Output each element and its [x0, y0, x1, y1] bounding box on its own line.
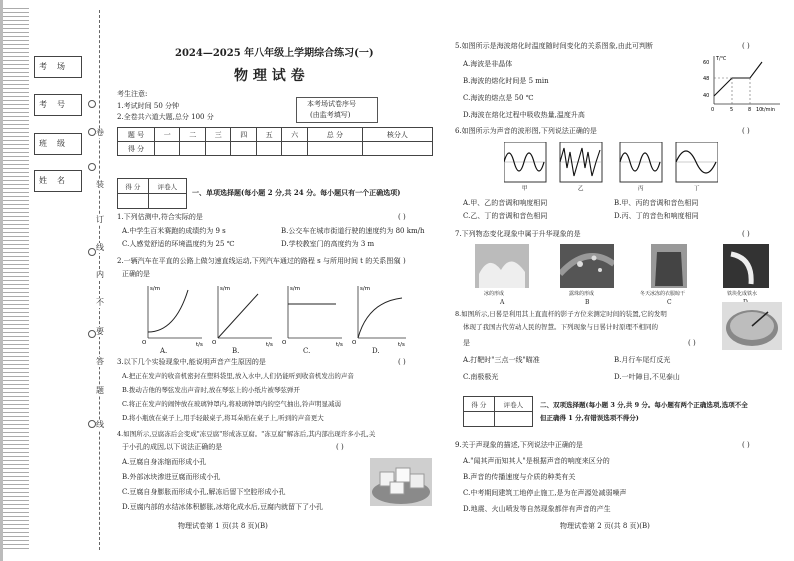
- q2-graphs: [140, 280, 410, 350]
- seal-circle: [88, 100, 96, 108]
- score-header-cell: 二: [180, 128, 205, 142]
- q2-label-b: B.: [232, 347, 240, 355]
- q2-origin: O: [142, 340, 147, 346]
- q7-label-a: A: [500, 299, 505, 306]
- score-header-cell: 题 号: [118, 128, 155, 142]
- q5-stem: 5.如图所示是海波熔化时温度随时间变化的关系图象,由此可判断: [455, 42, 653, 50]
- q7-image-b: [560, 244, 614, 288]
- score-cell[interactable]: [231, 142, 256, 156]
- q2-origin: O: [352, 340, 357, 346]
- score-box-cell[interactable]: [494, 412, 532, 427]
- q6-option-c: C.乙、丁的音调和音色相同: [463, 212, 548, 220]
- q1-answer-paren[interactable]: ( ): [398, 213, 406, 221]
- score-header-cell: 核分人: [362, 128, 432, 142]
- section1-title: 一、单项选择题(每小题 2 分,共 24 分。每小题只有一个正确选项): [192, 188, 401, 197]
- seal-char: 不: [96, 298, 104, 307]
- q2-origin: O: [282, 340, 287, 346]
- seat-hint: (由监考填写): [310, 111, 351, 119]
- q4-option-c: C.豆腐自身膨胀而形成小孔,解冻后留下空腔形成小孔: [122, 488, 286, 496]
- q2-label-a: A.: [160, 347, 168, 355]
- q2-axis-t: t/s: [398, 342, 405, 348]
- score-box-label: 得 分: [118, 179, 149, 194]
- score-cell[interactable]: [205, 142, 230, 156]
- score-cell[interactable]: [256, 142, 281, 156]
- score-header-cell: 六: [282, 128, 307, 142]
- score-header-cell: 五: [256, 128, 281, 142]
- seal-char: 答: [96, 357, 104, 366]
- subject-title: 物 理 试 卷: [234, 68, 305, 84]
- seal-circle: [88, 128, 96, 136]
- q6-wave-ding: [676, 142, 718, 182]
- q5-tick-y: 60: [703, 60, 710, 66]
- seal-char: 装: [96, 180, 104, 189]
- q6-label: 丙: [638, 186, 644, 192]
- score-cell[interactable]: [362, 142, 432, 156]
- q2-label-c: C.: [303, 347, 311, 355]
- seal-circle: [88, 163, 96, 171]
- seal-char: 要: [96, 327, 104, 336]
- q7-stem: 7.下列物态变化现象中属于升华现象的是: [455, 230, 581, 238]
- q2-axis-t: t/s: [196, 342, 203, 348]
- q7-image-a: [475, 244, 529, 288]
- q4-option-a: A.豆腐自身冻缩而形成小孔: [122, 458, 207, 466]
- section2-title-2: 但正确得 1 分,有错误选项不得分): [540, 414, 639, 422]
- score-header-cell: 三: [205, 128, 230, 142]
- seal-circle: [88, 248, 96, 256]
- seat-label: 本考场试卷序号: [307, 100, 356, 108]
- notice-2: 2.全卷共六道大题,总分 100 分: [117, 113, 214, 121]
- q5-option-d: D.海波在熔化过程中吸收热量,温度升高: [463, 111, 585, 119]
- q6-wave-yi: [560, 142, 602, 182]
- q6-label: 甲: [522, 186, 528, 192]
- q4-option-d: D.豆腐内部的水结冰体积膨胀,冰熔化成水后,豆腐内就留下了小孔: [122, 503, 324, 511]
- q1-option-c: C.人感觉舒适的环境温度约为 25 ℃: [122, 240, 235, 248]
- q8-option-d: D.一叶障目,不见泰山: [614, 373, 680, 381]
- q6-option-b: B.甲、丙的音调和音色相同: [614, 199, 699, 207]
- seal-char: 订: [96, 215, 104, 224]
- q5-tick-x: 8: [748, 107, 752, 112]
- q5-tick-x: 0: [711, 107, 715, 112]
- q2-axis-s: s/m: [220, 286, 231, 292]
- q9-option-c: C.中考期间建筑工地停止施工,是为在声源处减弱噪声: [463, 489, 627, 497]
- q2-graph-b: [212, 286, 273, 348]
- q5-answer-paren[interactable]: ( ): [742, 42, 750, 50]
- info-label-class: 班级: [39, 139, 75, 148]
- score-box-label: 得 分: [464, 397, 495, 412]
- seal-char: 内: [96, 270, 104, 279]
- q3-option-c: C.将正在发声的闹钟放在玻璃钟罩内,将玻璃钟罩内的空气抽出,铃声明显减弱: [122, 400, 341, 408]
- q2-graph-c: [282, 286, 343, 348]
- q9-option-a: A."闻其声而知其人"是根据声音的响度来区分的: [463, 457, 610, 465]
- q5-tick-y: 48: [703, 76, 710, 82]
- score-box-label: 评卷人: [148, 179, 186, 194]
- score-cell[interactable]: [155, 142, 180, 156]
- q3-option-b: B.拨动吉他的琴弦发出声音时,放在琴弦上的小纸片被琴弦弹开: [122, 386, 300, 394]
- score-box-cell[interactable]: [464, 412, 495, 427]
- q3-answer-paren[interactable]: ( ): [398, 358, 406, 366]
- q2-answer-paren[interactable]: ( ): [398, 257, 406, 265]
- q6-wave-jia: [504, 142, 546, 182]
- q4-stem: 4.如图所示,豆腐冻后会变成"冻豆腐"形成冻豆腐。"冻豆腐"解冻后,其内部出现许多小孔,关: [117, 430, 376, 438]
- q2-axis-s: s/m: [150, 286, 161, 292]
- seal-char: 线: [96, 243, 104, 252]
- score-cell[interactable]: [180, 142, 205, 156]
- q6-option-d: D.丙、丁的音色和响度相同: [614, 212, 699, 220]
- sundial-image: [722, 302, 782, 350]
- q2-graph-d: [352, 286, 406, 348]
- info-label-exam-room: 考场: [39, 62, 75, 71]
- q7-label-b: B: [585, 299, 590, 306]
- score-header-cell: 四: [231, 128, 256, 142]
- q8-stem-2: 体现了我国古代劳动人民的智慧。下列现象与日晷计时原理不相同的: [463, 323, 658, 331]
- q6-waveforms: [504, 142, 718, 192]
- q6-label: 丁: [694, 186, 700, 192]
- q7-label-c: C: [667, 299, 672, 306]
- q8-option-c: C.南极极光: [463, 373, 499, 381]
- q1-stem: 1.下列估测中,符合实际的是: [117, 213, 203, 221]
- section2-title: 二、双项选择题(每小题 3 分,共 9 分。每小题有两个正确选项,选项不全: [540, 401, 748, 409]
- exam-title: 2024—2025 年八年级上学期综合练习(一): [175, 48, 374, 59]
- q6-wave-bing: [620, 142, 662, 182]
- seal-char: 卷: [96, 128, 104, 137]
- score-header-cell: 一: [155, 128, 180, 142]
- q2-axis-s: s/m: [290, 286, 301, 292]
- q6-label: 乙: [578, 186, 584, 192]
- score-box-label: 评卷人: [494, 397, 532, 412]
- q1-option-a: A.中学生百米赛跑的成绩约为 9 s: [122, 227, 226, 235]
- q2-label-d: D.: [372, 347, 380, 355]
- score-cell[interactable]: [307, 142, 362, 156]
- seal-char: 线: [96, 420, 104, 429]
- q3-option-d: D.将小瓶放在桌子上,用手轻敲桌子,将耳朵贴在桌子上,听到的声音更大: [122, 414, 324, 422]
- binding-stripe: [3, 6, 29, 552]
- q7-image-c: [651, 244, 687, 288]
- q3-option-a: A.把正在发声的收音机密封在塑料袋里,放入水中,人们仍能听到收音机发出的声音: [122, 372, 354, 380]
- q4-option-b: B.外部冰块渗进豆腐而形成小孔: [122, 473, 221, 481]
- section2-score-box: [463, 396, 533, 427]
- q7-image-d: [723, 244, 769, 288]
- q2-axis-t: t/s: [266, 342, 273, 348]
- q1-option-d: D.学校教室门的高度约为 3 m: [281, 240, 375, 248]
- q5-option-b: B.海波的熔化时间是 5 min: [463, 77, 549, 85]
- footer-left: 物理试卷第 1 页(共 8 页)(B): [178, 522, 268, 530]
- q5-option-c: C.海波的熔点是 50 ℃: [463, 94, 534, 102]
- q7-answer-paren[interactable]: ( ): [742, 230, 750, 238]
- q9-answer-paren[interactable]: ( ): [742, 441, 750, 449]
- q8-answer-paren[interactable]: ( ): [688, 339, 696, 347]
- score-box-cell[interactable]: [148, 194, 186, 209]
- seal-char: 题: [96, 386, 104, 395]
- q8-stem-3: 是: [463, 339, 470, 347]
- score-header-cell: 总 分: [307, 128, 362, 142]
- q6-option-a: A.甲、乙的音调和响度相同: [463, 199, 548, 207]
- q7-caption-d: 铁块化成铁水: [727, 291, 758, 297]
- q5-option-a: A.海波是非晶体: [463, 60, 513, 68]
- q2-origin: O: [212, 340, 217, 346]
- q9-option-d: D.地震、火山喷发等自然现象都伴有声音的产生: [463, 505, 611, 513]
- q7-caption-c: 冬天冰冻的衣服晾干: [640, 291, 686, 297]
- info-label-exam-number: 考号: [39, 100, 75, 109]
- score-box-cell[interactable]: [118, 194, 149, 209]
- q4-stem-2: 于小孔的成因,以下说法正确的是: [122, 443, 223, 451]
- seal-line: [99, 10, 100, 550]
- q1-option-b: B.公交车在城市街道行驶的速度约为 80 km/h: [281, 227, 425, 235]
- q5-melting-graph: [700, 54, 784, 112]
- q5-axis-x: t/min: [762, 107, 776, 112]
- q9-stem: 9.关于声现象的描述,下列说法中正确的是: [455, 441, 583, 449]
- notice-1: 1.考试时间 50 分钟: [117, 102, 180, 110]
- q5-tick-x: 5: [730, 107, 734, 112]
- q3-stem: 3.以下几个实验现象中,能说明声音产生原因的是: [117, 358, 266, 366]
- score-table: [117, 127, 433, 156]
- footer-right: 物理试卷第 2 页(共 8 页)(B): [560, 522, 650, 530]
- q5-tick-y: 40: [703, 93, 710, 99]
- q2-stem-2: 正确的是: [122, 270, 150, 278]
- q2-stem: 2.一辆汽车在平直的公路上做匀速直线运动,下列汽车通过的路程 s 与所用时间 t 的关系图象: [117, 257, 401, 265]
- q8-stem: 8.如图所示,日晷是利用其上直直杆的影子方位来测定时间的装置,它的发明: [455, 310, 667, 318]
- q6-answer-paren[interactable]: ( ): [742, 127, 750, 135]
- score-cell[interactable]: [282, 142, 307, 156]
- q6-stem: 6.如图所示为声音的波形图,下列说法正确的是: [455, 127, 597, 135]
- q9-option-b: B.声音的传播速度与介质的种类有关: [463, 473, 576, 481]
- info-label-name: 姓名: [39, 176, 75, 185]
- seal-circle: [88, 330, 96, 338]
- q8-option-a: A.打靶时"三点一线"瞄准: [463, 356, 540, 364]
- q7-caption-b: 露珠的形成: [569, 291, 595, 297]
- q5-tick-x: 10: [756, 107, 763, 112]
- section1-score-box: [117, 178, 187, 209]
- q5-axis-y: T/℃: [716, 56, 727, 62]
- q2-axis-s: s/m: [360, 286, 371, 292]
- seal-circle: [88, 420, 96, 428]
- notice-title: 考生注意:: [117, 90, 148, 98]
- q8-option-b: B.月行车尾灯反光: [614, 356, 671, 364]
- frozen-tofu-image: [370, 458, 432, 506]
- q4-answer-paren[interactable]: ( ): [336, 443, 344, 451]
- score-row-label: 得 分: [118, 142, 155, 156]
- q7-caption-a: 冰的形成: [484, 291, 505, 297]
- q2-axis-t: t/s: [336, 342, 343, 348]
- q2-graph-a: [142, 286, 203, 348]
